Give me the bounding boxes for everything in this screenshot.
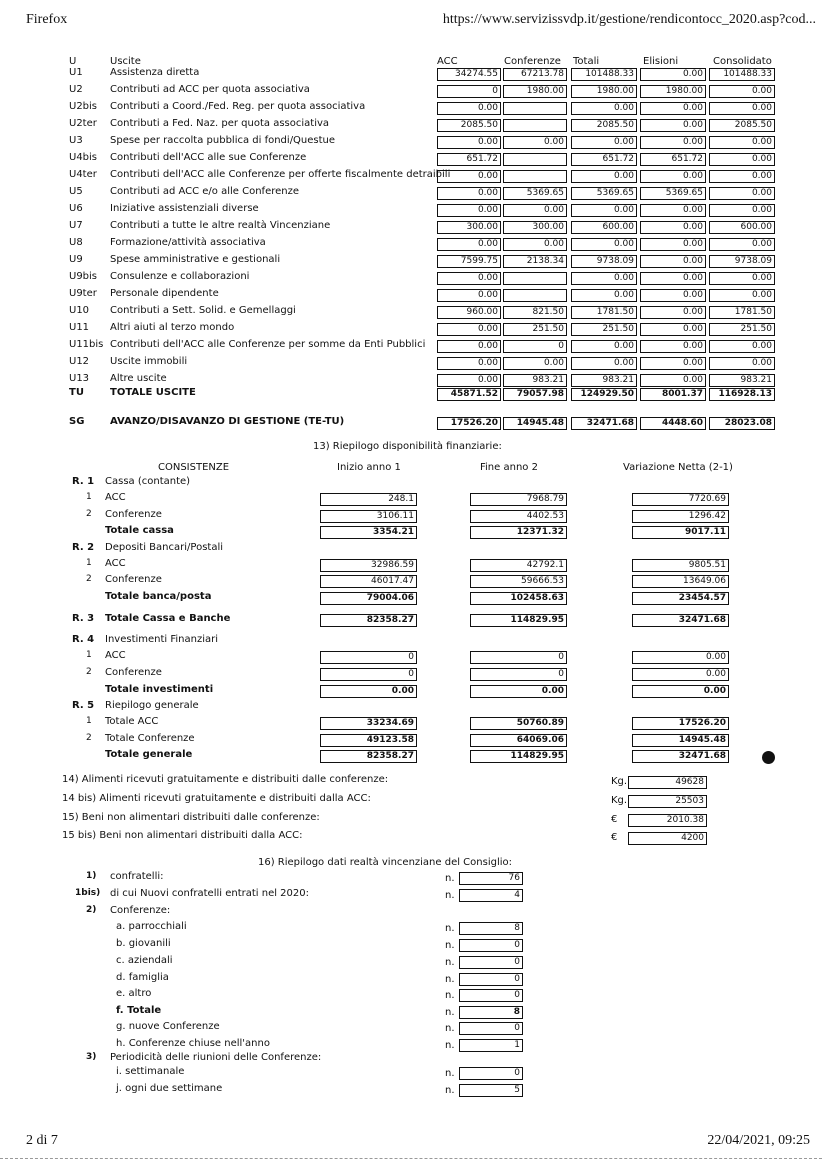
- value-cell: 1980.00: [640, 85, 706, 98]
- row-label: Contributi a Sett. Solid. e Gemellaggi: [110, 305, 296, 316]
- row-code: U9bis: [69, 271, 98, 282]
- amount-cell: 9805.51: [632, 559, 729, 572]
- n-label: n.: [445, 1040, 455, 1051]
- n-label: n.: [445, 873, 455, 884]
- amount-cell: 0.00: [632, 668, 729, 681]
- count-cell: 0: [459, 1067, 523, 1080]
- value-cell: 101488.33: [709, 68, 775, 81]
- value-cell: 0.00: [437, 357, 501, 370]
- row-code: U10: [69, 305, 90, 316]
- row-label: h. Conferenze chiuse nell'anno: [116, 1038, 270, 1049]
- row-code: U9: [69, 254, 83, 265]
- row-code: U8: [69, 237, 83, 248]
- value-cell: [503, 153, 567, 166]
- amount-cell: 59666.53: [470, 575, 567, 588]
- row-code: U1: [69, 67, 83, 78]
- row-number: R. 1: [72, 476, 95, 487]
- value-cell: 7599.75: [437, 255, 501, 268]
- value-cell: 0.00: [503, 136, 567, 149]
- scan-mark: [762, 751, 775, 764]
- row-label: Investimenti Finanziari: [105, 634, 219, 645]
- value-cell: 0.00: [437, 238, 501, 251]
- item-label: 14 bis) Alimenti ricevuti gratuitamente e distribuiti dalla ACC:: [62, 793, 371, 804]
- row-label: Depositi Bancari/Postali: [105, 542, 224, 553]
- value-cell: 0.00: [571, 238, 637, 251]
- amount-cell: 46017.47: [320, 575, 417, 588]
- value-cell: 0.00: [709, 238, 775, 251]
- value-cell: 5369.65: [571, 187, 637, 200]
- row-label: Totale cassa: [105, 525, 174, 536]
- value-cell: 0.00: [709, 187, 775, 200]
- n-label: n.: [445, 940, 455, 951]
- row-label: g. nuove Conferenze: [116, 1021, 220, 1032]
- column-header: Totali: [573, 56, 600, 67]
- amount-cell: 0.00: [470, 685, 567, 698]
- total-cell: 8001.37: [640, 388, 706, 401]
- value-cell: 251.50: [571, 323, 637, 336]
- row-label: Contributi a Coord./Fed. Reg. per quota associativa: [110, 101, 366, 112]
- amount-cell: 0.00: [632, 651, 729, 664]
- value-cell: 0.00: [640, 136, 706, 149]
- row-label: Formazione/attività associativa: [110, 237, 266, 248]
- amount-cell: 42792.1: [470, 559, 567, 572]
- avanzo-cell: 28023.08: [709, 417, 775, 430]
- unit-label: €: [611, 814, 618, 825]
- row-label: Contributi dell'ACC alle Conferenze per somme da Enti Pubblici: [110, 339, 426, 350]
- count-cell: 0: [459, 956, 523, 969]
- amount-cell: 114829.95: [470, 614, 567, 627]
- row-code: U2: [69, 84, 83, 95]
- row-label: Contributi ad ACC per quota associativa: [110, 84, 310, 95]
- row-label: Contributi a Fed. Naz. per quota associativa: [110, 118, 330, 129]
- row-label: e. altro: [116, 988, 152, 999]
- row-code: U6: [69, 203, 83, 214]
- value-cell: 0.00: [640, 221, 706, 234]
- row-label: Totale ACC: [105, 716, 159, 727]
- n-label: n.: [445, 1068, 455, 1079]
- value-cell: 34274.55: [437, 68, 501, 81]
- value-cell: [503, 170, 567, 183]
- count-cell: 8: [459, 922, 523, 935]
- value-cell: 1781.50: [709, 306, 775, 319]
- value-cell: 0.00: [709, 272, 775, 285]
- column-header: Consolidato: [713, 56, 772, 67]
- value-cell: 0.00: [709, 102, 775, 115]
- value-cell: 960.00: [437, 306, 501, 319]
- count-cell: 8: [459, 1006, 523, 1019]
- amount-cell: 0: [320, 668, 417, 681]
- amount-cell: 82358.27: [320, 614, 417, 627]
- row-code: U5: [69, 186, 83, 197]
- value-cell: [503, 119, 567, 132]
- value-cell: 0.00: [709, 340, 775, 353]
- value-cell: 0.00: [571, 357, 637, 370]
- value-cell: 0.00: [437, 204, 501, 217]
- value-cell: 0.00: [640, 170, 706, 183]
- value-cell: 0.00: [571, 170, 637, 183]
- amount-cell: 3106.11: [320, 510, 417, 523]
- value-cell: 0.00: [709, 289, 775, 302]
- value-cell: 0.00: [571, 289, 637, 302]
- col-fine: Fine anno 2: [480, 462, 538, 473]
- value-cell: 0.00: [640, 357, 706, 370]
- value-cell: 0.00: [640, 238, 706, 251]
- n-label: n.: [445, 923, 455, 934]
- avanzo-cell: 14945.48: [503, 417, 567, 430]
- value-cell: 0.00: [571, 204, 637, 217]
- value-cell: 2085.50: [709, 119, 775, 132]
- count-cell: 1: [459, 1039, 523, 1052]
- total-label: TOTALE USCITE: [110, 387, 196, 398]
- value-cell: 0.00: [709, 85, 775, 98]
- row-label: j. ogni due settimane: [116, 1083, 223, 1094]
- total-cell: 124929.50: [571, 388, 637, 401]
- amount-cell: 33234.69: [320, 717, 417, 730]
- row-number: R. 3: [72, 613, 95, 624]
- item-label: 15) Beni non alimentari distribuiti dalle conferenze:: [62, 812, 320, 823]
- row-label: Conferenze:: [110, 905, 171, 916]
- row-label: a. parrocchiali: [116, 921, 187, 932]
- row-label: Altre uscite: [110, 373, 167, 384]
- amount-cell: 0: [470, 651, 567, 664]
- amount-cell: 79004.06: [320, 592, 417, 605]
- avanzo-label: AVANZO/DISAVANZO DI GESTIONE (TE-TU): [110, 416, 345, 427]
- value-cell: 0.00: [709, 204, 775, 217]
- row-label: Consulenze e collaborazioni: [110, 271, 250, 282]
- row-label: f. Totale: [116, 1005, 162, 1016]
- row-number: 2: [86, 574, 92, 584]
- n-label: n.: [445, 890, 455, 901]
- row-label: Contributi a tutte le altre realtà Vincenziane: [110, 220, 331, 231]
- column-header: Conferenze: [504, 56, 561, 67]
- value-cell: 983.21: [571, 374, 637, 387]
- row-code: U9ter: [69, 288, 97, 299]
- row-number: 1: [86, 716, 92, 726]
- unit-label: Kg.: [611, 795, 628, 806]
- value-cell: 0.00: [640, 68, 706, 81]
- print-datetime: 22/04/2021, 09:25: [707, 1133, 810, 1148]
- amount-cell: 9017.11: [632, 526, 729, 539]
- row-code: U2ter: [69, 118, 97, 129]
- value-cell: 67213.78: [503, 68, 567, 81]
- value-cell: 0.00: [437, 323, 501, 336]
- value-cell: 0.00: [709, 357, 775, 370]
- value-cell: 0.00: [437, 272, 501, 285]
- value-cell: 0.00: [640, 289, 706, 302]
- value-cell: [503, 289, 567, 302]
- amount-cell: 13649.06: [632, 575, 729, 588]
- row-label: Totale investimenti: [105, 684, 214, 695]
- value-cell: 0.00: [640, 323, 706, 336]
- row-label: Conferenze: [105, 667, 162, 678]
- row-number: R. 4: [72, 634, 95, 645]
- unit-label: €: [611, 832, 618, 843]
- value-cell: 0.00: [640, 306, 706, 319]
- row-code: U4bis: [69, 152, 98, 163]
- quantity-cell: 49628: [628, 776, 707, 789]
- value-cell: 2085.50: [437, 119, 501, 132]
- amount-cell: 23454.57: [632, 592, 729, 605]
- row-code: U12: [69, 356, 90, 367]
- amount-cell: 0: [320, 651, 417, 664]
- page-number: 2 di 7: [26, 1133, 58, 1148]
- value-cell: 9738.09: [709, 255, 775, 268]
- value-cell: 0.00: [503, 357, 567, 370]
- value-cell: 0.00: [640, 374, 706, 387]
- row-label: Assistenza diretta: [110, 67, 200, 78]
- amount-cell: 3354.21: [320, 526, 417, 539]
- value-cell: 0.00: [640, 340, 706, 353]
- amount-cell: 49123.58: [320, 734, 417, 747]
- quantity-cell: 2010.38: [628, 814, 707, 827]
- total-cell: 79057.98: [503, 388, 567, 401]
- count-cell: 4: [459, 889, 523, 902]
- row-number: 1): [86, 871, 97, 881]
- row-number: 1: [86, 492, 92, 502]
- row-label: Uscite immobili: [110, 356, 188, 367]
- page-url: https://www.servizissvdp.it/gestione/rendicontocc_2020.asp?cod...: [442, 12, 816, 27]
- amount-cell: 17526.20: [632, 717, 729, 730]
- value-cell: 5369.65: [640, 187, 706, 200]
- col-label-header: Uscite: [110, 56, 141, 67]
- amount-cell: 7720.69: [632, 493, 729, 506]
- row-label: Totale Conferenze: [105, 733, 195, 744]
- row-label: Iniziative assistenziali diverse: [110, 203, 259, 214]
- section13-title: 13) Riepilogo disponibilità finanziarie:: [313, 441, 502, 452]
- row-label: i. settimanale: [116, 1066, 185, 1077]
- row-number: 2: [86, 733, 92, 743]
- row-label: Conferenze: [105, 509, 162, 520]
- value-cell: 0.00: [571, 102, 637, 115]
- value-cell: 0.00: [503, 204, 567, 217]
- n-label: n.: [445, 957, 455, 968]
- browser-name: Firefox: [26, 12, 68, 27]
- value-cell: 0.00: [640, 102, 706, 115]
- count-cell: 76: [459, 872, 523, 885]
- amount-cell: 102458.63: [470, 592, 567, 605]
- value-cell: 2138.34: [503, 255, 567, 268]
- value-cell: 821.50: [503, 306, 567, 319]
- amount-cell: 32986.59: [320, 559, 417, 572]
- total-cell: 116928.13: [709, 388, 775, 401]
- row-label: Spese amministrative e gestionali: [110, 254, 281, 265]
- value-cell: 983.21: [709, 374, 775, 387]
- row-code: U11: [69, 322, 90, 333]
- row-number: 2: [86, 667, 92, 677]
- value-cell: 1781.50: [571, 306, 637, 319]
- value-cell: 5369.65: [503, 187, 567, 200]
- row-code: U7: [69, 220, 83, 231]
- count-cell: 5: [459, 1084, 523, 1097]
- value-cell: 0.00: [437, 136, 501, 149]
- value-cell: 0: [503, 340, 567, 353]
- value-cell: 0.00: [437, 187, 501, 200]
- row-number: 3): [86, 1052, 97, 1062]
- row-code: U11bis: [69, 339, 104, 350]
- amount-cell: 1296.42: [632, 510, 729, 523]
- value-cell: 0.00: [640, 119, 706, 132]
- amount-cell: 114829.95: [470, 750, 567, 763]
- col-inizio: Inizio anno 1: [337, 462, 401, 473]
- count-cell: 0: [459, 973, 523, 986]
- value-cell: 0.00: [709, 136, 775, 149]
- avanzo-cell: 17526.20: [437, 417, 501, 430]
- amount-cell: 248.1: [320, 493, 417, 506]
- column-header: ACC: [437, 56, 458, 67]
- value-cell: 1980.00: [503, 85, 567, 98]
- value-cell: 300.00: [437, 221, 501, 234]
- row-label: ACC: [105, 492, 126, 503]
- row-label: ACC: [105, 558, 126, 569]
- row-label: Totale banca/posta: [105, 591, 212, 602]
- count-cell: 0: [459, 1022, 523, 1035]
- avanzo-cell: 32471.68: [571, 417, 637, 430]
- value-cell: 0.00: [437, 374, 501, 387]
- value-cell: [503, 102, 567, 115]
- n-label: n.: [445, 1023, 455, 1034]
- row-number: R. 2: [72, 542, 95, 553]
- value-cell: 0.00: [640, 204, 706, 217]
- value-cell: 983.21: [503, 374, 567, 387]
- row-label: Contributi dell'ACC alle Conferenze per offerte fiscalmente detraibili: [110, 169, 451, 180]
- value-cell: 9738.09: [571, 255, 637, 268]
- amount-cell: 0.00: [632, 685, 729, 698]
- row-label: d. famiglia: [116, 972, 169, 983]
- avanzo-cell: 4448.60: [640, 417, 706, 430]
- row-label: Personale dipendente: [110, 288, 219, 299]
- value-cell: 251.50: [503, 323, 567, 336]
- item-label: 15 bis) Beni non alimentari distribuiti dalla ACC:: [62, 830, 303, 841]
- row-code: U13: [69, 373, 90, 384]
- row-label: ACC: [105, 650, 126, 661]
- row-label: Riepilogo generale: [105, 700, 199, 711]
- n-label: n.: [445, 1085, 455, 1096]
- value-cell: 300.00: [503, 221, 567, 234]
- row-number: 1: [86, 650, 92, 660]
- section16-title: 16) Riepilogo dati realtà vincenziane del Consiglio:: [258, 857, 513, 868]
- row-label: di cui Nuovi confratelli entrati nel 2020:: [110, 888, 310, 899]
- value-cell: [503, 272, 567, 285]
- count-cell: 0: [459, 989, 523, 1002]
- amount-cell: 0: [470, 668, 567, 681]
- page-bottom-rule: [0, 1158, 822, 1159]
- col-code-header: U: [69, 56, 77, 67]
- value-cell: 0.00: [709, 170, 775, 183]
- value-cell: 600.00: [709, 221, 775, 234]
- amount-cell: 82358.27: [320, 750, 417, 763]
- value-cell: 0.00: [571, 136, 637, 149]
- value-cell: 251.50: [709, 323, 775, 336]
- avanzo-code: SG: [69, 416, 85, 427]
- value-cell: 0.00: [437, 340, 501, 353]
- row-label: Contributi dell'ACC alle sue Conferenze: [110, 152, 307, 163]
- row-number: 2): [86, 905, 97, 915]
- value-cell: 651.72: [571, 153, 637, 166]
- column-header: Elisioni: [643, 56, 679, 67]
- amount-cell: 4402.53: [470, 510, 567, 523]
- row-code: U4ter: [69, 169, 97, 180]
- count-cell: 0: [459, 939, 523, 952]
- amount-cell: 7968.79: [470, 493, 567, 506]
- row-label: Totale generale: [105, 749, 193, 760]
- value-cell: 0.00: [709, 153, 775, 166]
- value-cell: 0.00: [571, 272, 637, 285]
- value-cell: 0.00: [503, 238, 567, 251]
- amount-cell: 50760.89: [470, 717, 567, 730]
- amount-cell: 64069.06: [470, 734, 567, 747]
- value-cell: 0.00: [640, 272, 706, 285]
- row-code: U2bis: [69, 101, 98, 112]
- n-label: n.: [445, 974, 455, 985]
- value-cell: 651.72: [640, 153, 706, 166]
- n-label: n.: [445, 990, 455, 1001]
- quantity-cell: 4200: [628, 832, 707, 845]
- amount-cell: 14945.48: [632, 734, 729, 747]
- row-label: Contributi ad ACC e/o alle Conferenze: [110, 186, 300, 197]
- row-label: Periodicità delle riunioni delle Conferenze:: [110, 1052, 322, 1063]
- value-cell: 0: [437, 85, 501, 98]
- n-label: n.: [445, 1007, 455, 1018]
- value-cell: 0.00: [437, 102, 501, 115]
- value-cell: 0.00: [640, 255, 706, 268]
- row-label: confratelli:: [110, 871, 164, 882]
- row-label: Conferenze: [105, 574, 162, 585]
- value-cell: 2085.50: [571, 119, 637, 132]
- total-cell: 45871.52: [437, 388, 501, 401]
- value-cell: 101488.33: [571, 68, 637, 81]
- amount-cell: 32471.68: [632, 614, 729, 627]
- unit-label: Kg.: [611, 776, 628, 787]
- col-variazione: Variazione Netta (2-1): [623, 462, 733, 473]
- col-consistenze: CONSISTENZE: [158, 462, 230, 473]
- row-label: b. giovanili: [116, 938, 171, 949]
- value-cell: 0.00: [437, 289, 501, 302]
- quantity-cell: 25503: [628, 795, 707, 808]
- total-code: TU: [69, 387, 84, 398]
- value-cell: 600.00: [571, 221, 637, 234]
- row-label: c. aziendali: [116, 955, 173, 966]
- row-number: 1: [86, 558, 92, 568]
- amount-cell: 32471.68: [632, 750, 729, 763]
- row-code: U3: [69, 135, 83, 146]
- row-label: Totale Cassa e Banche: [105, 613, 231, 624]
- item-label: 14) Alimenti ricevuti gratuitamente e distribuiti dalle conferenze:: [62, 774, 389, 785]
- row-number: R. 5: [72, 700, 95, 711]
- row-label: Altri aiuti al terzo mondo: [110, 322, 235, 333]
- value-cell: 0.00: [571, 340, 637, 353]
- amount-cell: 0.00: [320, 685, 417, 698]
- row-number: 1bis): [75, 888, 101, 898]
- row-number: 2: [86, 509, 92, 519]
- amount-cell: 12371.32: [470, 526, 567, 539]
- value-cell: 0.00: [437, 170, 501, 183]
- value-cell: 1980.00: [571, 85, 637, 98]
- row-label: Spese per raccolta pubblica di fondi/Questue: [110, 135, 336, 146]
- row-label: Cassa (contante): [105, 476, 191, 487]
- value-cell: 651.72: [437, 153, 501, 166]
